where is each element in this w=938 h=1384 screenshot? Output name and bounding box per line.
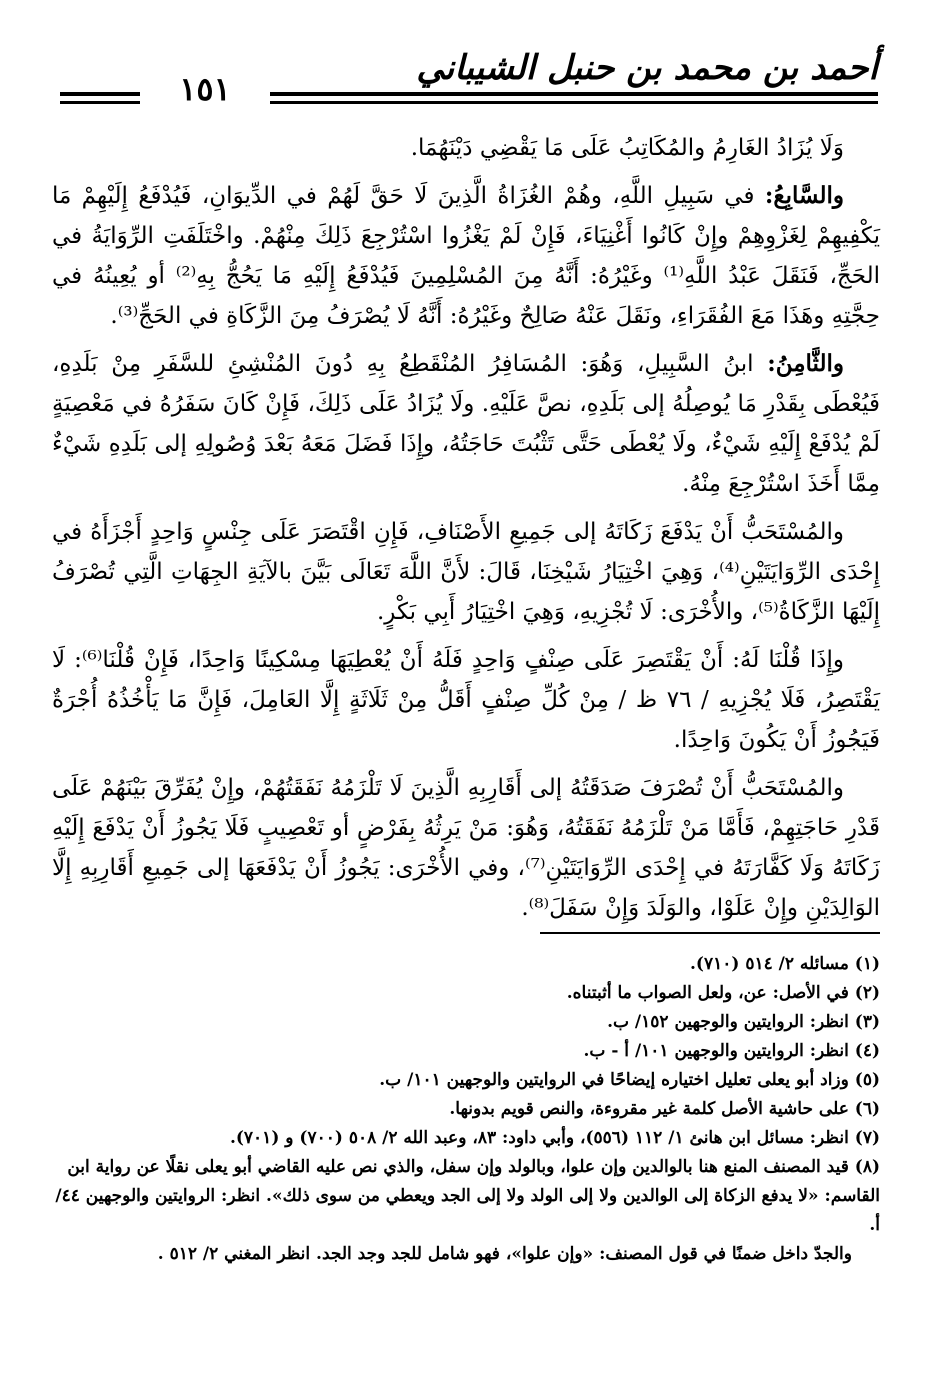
paragraph bbox=[52, 768, 880, 928]
footnote-text: مسائله ٢/ ٥١٤ (٧١٠). bbox=[689, 954, 849, 974]
footnote-number: (٥) bbox=[854, 1070, 880, 1090]
footnote bbox=[52, 1095, 880, 1124]
footnote-number: (٧) bbox=[854, 1128, 880, 1148]
paragraph bbox=[52, 640, 880, 760]
paragraph-text: ابنُ السَّبِيلِ، وَهُوَ: المُسَافِرُ المُنْقَطِعُ بِهِ دُونَ المُنْشِئِ للسَّفَرِ مِنْ بَلَدِهِ، فَيُعْطَى بِقَدْرِ مَا يُوصِلُهُ إلى بَلَدِهِ، نصَّ عَلَيْهِ. ولَا يُزَادُ عَلَى ذَلِكَ، فَإِنْ كَانَ سَفَرُهُ في مَعْصِيَةٍ لَمْ يُدْفَعْ إِلَيْهِ شَيْءٌ، ولَا يُعْطَى حَتَّى تَثْبُتَ حَاجَتُهُ، وإِذَا فَضَلَ مَعَهُ بَعْدَ وُصُولِهِ إلى بَلَدِهِ شَيْءٌ مِمَّا أَخَذَ اسْتُرْجِعَ مِنْهُ. bbox=[52, 351, 880, 497]
paragraph bbox=[52, 344, 880, 504]
footnote bbox=[52, 1066, 880, 1095]
footnote-text: قيد المصنف المنع هنا بالوالدين وإن علوا، وبالولد وإن سفل، والذي نص عليه القاضي أبو يعلى نقلًا عن رواية ابن القاسم: «لا يدفع الزكاة إلى الوالدين ولا إلى الولد ولا إلى الجد ويعطي من سوى ذلك». انظر: الروايتين والوجهين ٤٤/ أ. bbox=[55, 1157, 880, 1235]
footnote-number: (٤) bbox=[854, 1041, 880, 1061]
footnote-number: (٣) bbox=[854, 1012, 880, 1032]
running-title: أحمد بن محمد بن حنبل الشيباني bbox=[416, 48, 878, 88]
paragraph-text: والمُسْتَحَبُّ أَنْ يَدْفَعَ زَكَاتَهُ إلى جَمِيعِ الأَصْنَافِ، فَإِنِ اقْتَصَرَ عَلَى جِنْسٍ وَاحِدٍ أَجْزَأَهُ في إِحْدَى الرِّوَايَتَيْنِ⁽⁴⁾، وَهِيَ اخْتِيَارُ شَيْخِنَا، قَالَ: لأَنَّ اللَّهَ تَعَالَى بَيَّنَ بالآيَةِ الجِهَاتِ الَّتِي تُصْرَفُ إِلَيْهَا الزَّكَاةُ⁽⁵⁾، والأُخْرَى: لَا تُجْزِيهِ، وَهِيَ اخْتِيَارُ أَبِي بَكْرٍ. bbox=[52, 519, 880, 625]
footnote-text: وزاد أبو يعلى تعليل اختياره إيضاحًا في الروايتين والوجهين ١٠١/ ب. bbox=[379, 1070, 849, 1090]
paragraph-text: في سَبِيلِ اللَّهِ، وهُمْ الغُزَاةُ الَّذِينَ لَا حَقَّ لَهُمْ في الدِّيوَانِ، فَيُدْفَعُ إِلَيْهِمْ مَا يَكْفِيهِمْ لِغَزْوِهِمْ وإِنْ كَانُوا أَغْنِيَاءَ، فَإِنْ لَمْ يَغْزُوا اسْتُرْجِعَ ذَلِكَ مِنْهُمْ. واخْتَلَفَتِ الرِّوَايَةُ في الحَجِّ، فَنَقَلَ عَبْدُ اللَّهِ⁽¹⁾ وغَيْرُهُ: أَنَّهُ مِنَ المُسْلِمِينَ فَيُدْفَعُ إِلَيْهِ مَا يَحُجُّ بِهِ⁽²⁾ أو يُعِينُهُ في حِجَّتِهِ وهَذَا مَعَ الفُقَرَاءِ، ونَقَلَ عَنْهُ صَالِحٌ وغَيْرُهُ: أَنَّهُ لَا يُصْرَفُ مِنَ الزَّكَاةِ في الحَجِّ⁽³⁾. bbox=[52, 183, 880, 329]
footnote-text: انظر: الروايتين والوجهين ١٥٢/ ب. bbox=[607, 1012, 849, 1032]
paragraph bbox=[52, 128, 880, 168]
footnote-text: في الأصل: عن، ولعل الصواب ما أثبتناه. bbox=[566, 983, 849, 1003]
footnote-number: (٨) bbox=[854, 1157, 880, 1177]
footnote-number: (١) bbox=[854, 954, 880, 974]
page-header bbox=[60, 48, 878, 112]
header-rule-left bbox=[60, 92, 140, 104]
footnote bbox=[52, 1008, 880, 1037]
footnote-text: انظر: مسائل ابن هانئ ١/ ١١٢ (٥٥٦)، وأبي داود: ٨٣، وعبد الله ٢/ ٥٠٨ (٧٠٠) و (٧٠١). bbox=[229, 1128, 849, 1148]
footnotes bbox=[52, 950, 880, 1269]
paragraph-text: وإِذَا قُلْنَا لَهُ: أَنْ يَقْتَصِرَ عَلَى صِنْفٍ وَاحِدٍ فَلَهُ أَنْ يُعْطِيَهَا مِسْكِينًا وَاحِدًا، فَإِنْ قُلْنَا⁽⁶⁾: لَا يَقْتَصِرُ، فَلَا يُجْزِيهِ / ٧٦ ظ / مِنْ كُلِّ صِنْفٍ أَقَلُّ مِنْ ثَلَاثَةٍ إِلَّا العَامِلَ، فَإِنَّ مَا يَأْخُذُهُ أُجْرَةٌ فَيَجُوزُ أَنْ يَكُونَ وَاحِدًا. bbox=[52, 647, 881, 753]
footnote bbox=[52, 1037, 880, 1066]
footnote-text: على حاشية الأصل كلمة غير مقروءة، والنص قويم بدونها. bbox=[449, 1099, 849, 1119]
footnote-separator bbox=[540, 932, 880, 934]
footnote-number: (٦) bbox=[854, 1099, 880, 1119]
footnote bbox=[52, 950, 880, 979]
paragraph-lead: والسَّابِعُ: bbox=[764, 182, 845, 209]
paragraph bbox=[52, 176, 880, 336]
page-number: ١٥١ bbox=[179, 70, 231, 108]
paragraph-lead: والثَّامِنُ: bbox=[767, 350, 844, 377]
paragraph-text: والمُسْتَحَبُّ أَنْ تُصْرَفَ صَدَقَتُهُ إلى أَقَارِبِهِ الَّذِينَ لَا تَلْزَمُهُ نَفَقَتُهُمْ، وإِنْ يُفَرِّقَ بَيْنَهُمْ عَلَى قَدْرِ حَاجَتِهِمْ، فَأَمَّا مَنْ تَلْزَمُهُ نَفَقَتُهُ، وَهُوَ: مَنْ يَرِثُهُ بِفَرْضٍ أو تَعْصِيبٍ فَلَا يَجُوزُ أَنْ يَدْفَعَ إِلَيْهِ زَكَاتَهُ وَلَا كَفَّارَتَهُ في إِحْدَى الرِّوَايَتَيْنِ⁽⁷⁾، وفي الأُخْرَى: يَجُوزُ أَنْ يَدْفَعَهَا إلى جَمِيعِ أَقَارِبِهِ إِلَّا الوَالِدَيْنِ وإِنْ عَلَوْا، والوَلَدَ وَإِنْ سَفَلَ⁽⁸⁾. bbox=[52, 775, 880, 921]
paragraph-text: وَلَا يُزَادُ الغَارِمُ والمُكَاتِبُ عَلَى مَا يَقْضِي دَيْنَهُمَا. bbox=[410, 135, 844, 161]
footnote bbox=[52, 979, 880, 1008]
paragraph bbox=[52, 512, 880, 632]
header-rule bbox=[270, 92, 878, 104]
main-text bbox=[52, 128, 880, 936]
footnote-number: (٢) bbox=[854, 983, 880, 1003]
footnote-text: انظر: الروايتين والوجهين ١٠١/ أ - ب. bbox=[583, 1041, 849, 1061]
footnote bbox=[52, 1153, 880, 1240]
footnote-continuation: والجدّ داخل ضمنًا في قول المصنف: «وإن علوا»، فهو شامل للجد وجد الجد. انظر المغني ٢/ ٥١٢ . bbox=[157, 1244, 852, 1264]
footnote bbox=[52, 1124, 880, 1153]
